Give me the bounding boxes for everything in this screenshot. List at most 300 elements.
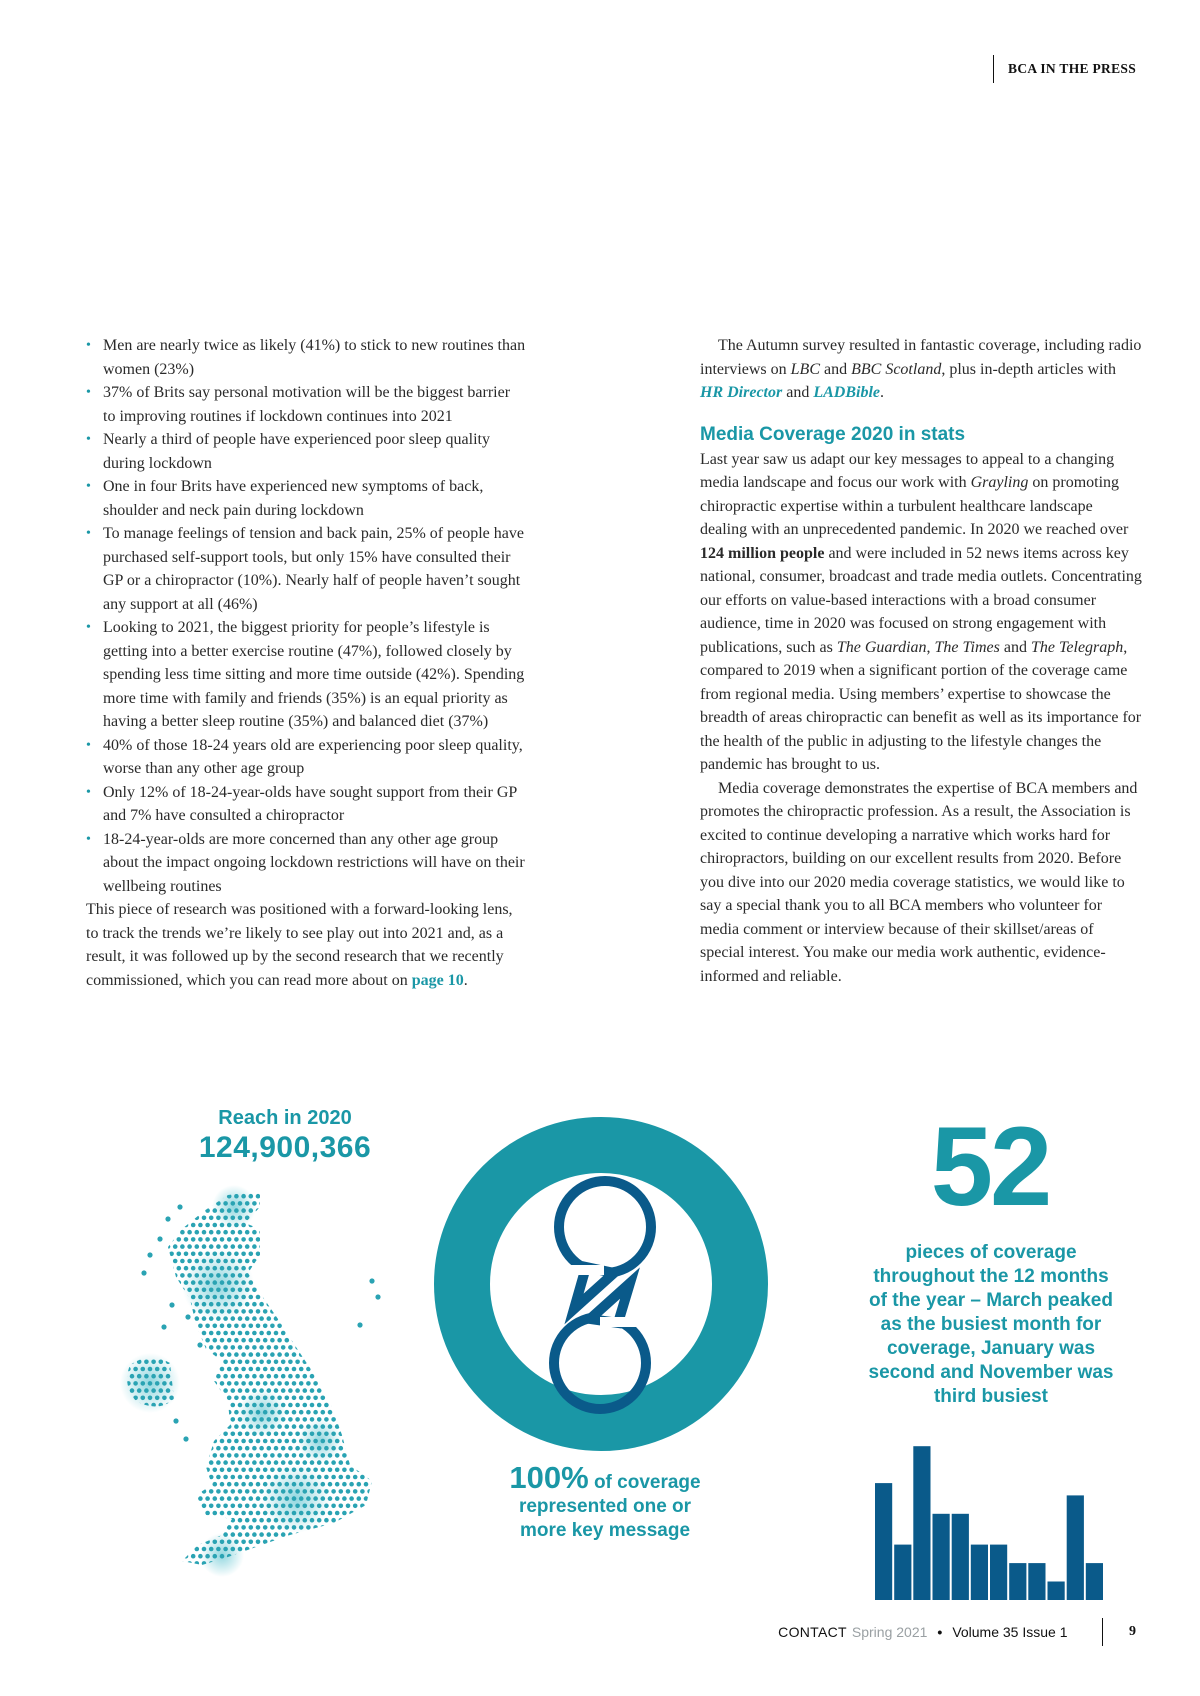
map-dot (141, 1338, 146, 1343)
map-dot (411, 1446, 416, 1451)
map-dot (267, 1446, 272, 1451)
map-dot (299, 1194, 304, 1199)
map-dot (169, 1208, 174, 1213)
map-dot (331, 1388, 336, 1393)
map-dot (259, 1345, 264, 1350)
map-dot (263, 1194, 268, 1199)
map-dot (205, 1396, 210, 1401)
map-dot (385, 1194, 390, 1199)
map-dot (249, 1280, 254, 1285)
map-dot (198, 1496, 203, 1501)
map-dot (310, 1360, 315, 1365)
map-dot (191, 1208, 196, 1213)
map-dot (234, 1280, 239, 1285)
map-dot (274, 1460, 279, 1465)
map-dot (241, 1468, 246, 1473)
map-dot (213, 1583, 218, 1588)
map-dot (281, 1187, 286, 1192)
map-dot (216, 1518, 221, 1523)
map-dot (400, 1496, 405, 1501)
map-dot (180, 1561, 185, 1566)
map-dot (162, 1208, 167, 1213)
map-dot (245, 1460, 250, 1465)
map-dot (313, 1237, 318, 1242)
map-dot (400, 1583, 405, 1588)
map-dot (259, 1216, 264, 1221)
map-dot (267, 1259, 272, 1264)
map-dot (126, 1352, 131, 1357)
map-dot (281, 1489, 286, 1494)
map-dot (346, 1273, 351, 1278)
map-dot (259, 1201, 264, 1206)
map-dot (299, 1568, 304, 1573)
map-dot (313, 1252, 318, 1257)
map-dot (227, 1424, 232, 1429)
map-dot (375, 1561, 380, 1566)
map-dot (403, 1489, 408, 1494)
map-dot (198, 1468, 203, 1473)
map-dot (155, 1194, 160, 1199)
map-dot (220, 1482, 225, 1487)
map-dot (303, 1489, 308, 1494)
map-dot (115, 1561, 120, 1566)
map-dot (112, 1540, 117, 1545)
map-dot (137, 1475, 142, 1480)
page-10-link[interactable]: page 10 (411, 971, 464, 989)
map-dot (313, 1424, 318, 1429)
map-dot (267, 1345, 272, 1350)
map-dot (191, 1511, 196, 1516)
map-dot (263, 1568, 268, 1573)
map-dot (238, 1489, 243, 1494)
map-dot (339, 1288, 344, 1293)
map-dot (162, 1252, 167, 1257)
map-dot (310, 1345, 315, 1350)
map-dot (400, 1453, 405, 1458)
map-dot (396, 1259, 401, 1264)
speech-bubble-upper-icon (559, 1181, 651, 1273)
map-dot (148, 1194, 153, 1199)
map-dot (126, 1439, 131, 1444)
map-dot (123, 1316, 128, 1321)
map-dot (321, 1338, 326, 1343)
section-label: BCA IN THE PRESS (1008, 61, 1136, 76)
map-dot (285, 1439, 290, 1444)
map-dot (166, 1316, 171, 1321)
map-dot (191, 1439, 196, 1444)
map-dot (317, 1316, 322, 1321)
map-dot (184, 1252, 189, 1257)
map-dot (177, 1554, 182, 1559)
map-dot (393, 1453, 398, 1458)
map-dot (195, 1576, 200, 1581)
map-dot (324, 1345, 329, 1350)
map-dot (295, 1417, 300, 1422)
map-dot (306, 1540, 311, 1545)
map-dot (411, 1518, 416, 1523)
map-dot (231, 1388, 236, 1393)
map-dot (349, 1237, 354, 1242)
map-dot (375, 1216, 380, 1221)
map-dot (382, 1561, 387, 1566)
map-dot (216, 1331, 221, 1336)
map-dot (292, 1396, 297, 1401)
map-dot (277, 1583, 282, 1588)
map-dot (331, 1345, 336, 1350)
map-dot (331, 1475, 336, 1480)
map-dot (367, 1489, 372, 1494)
map-dot (151, 1561, 156, 1566)
map-dot (130, 1489, 135, 1494)
map-dot (378, 1424, 383, 1429)
map-dot (292, 1525, 297, 1530)
map-dot (202, 1518, 207, 1523)
map-dot (151, 1388, 156, 1393)
map-dot (306, 1280, 311, 1285)
map-dot (342, 1439, 347, 1444)
map-dot (155, 1496, 160, 1501)
map-dot (403, 1446, 408, 1451)
map-dot (133, 1424, 138, 1429)
map-dot (342, 1309, 347, 1314)
map-dot (123, 1547, 128, 1552)
ladbible-link[interactable]: LADBible (813, 384, 880, 401)
map-dot (310, 1489, 315, 1494)
map-dot (411, 1403, 416, 1408)
map-dot (299, 1252, 304, 1257)
map-dot (270, 1540, 275, 1545)
map-dot (209, 1374, 214, 1379)
map-dot (411, 1259, 416, 1264)
map-dot (331, 1432, 336, 1437)
map-dot (270, 1367, 275, 1372)
map-dot (288, 1388, 293, 1393)
map-dot (378, 1468, 383, 1473)
map-dot (177, 1309, 182, 1314)
map-dot (306, 1324, 311, 1329)
map-dot (155, 1482, 160, 1487)
map-dot (335, 1511, 340, 1516)
map-dot (403, 1288, 408, 1293)
map-dot (285, 1324, 290, 1329)
map-dot (346, 1532, 351, 1537)
map-dot (249, 1424, 254, 1429)
map-dot (277, 1237, 282, 1242)
map-dot (187, 1345, 192, 1350)
map-dot (281, 1417, 286, 1422)
map-dot (339, 1475, 344, 1480)
map-dot (249, 1439, 254, 1444)
map-dot (112, 1381, 117, 1386)
map-dot (141, 1583, 146, 1588)
map-dot (202, 1360, 207, 1365)
map-dot (126, 1223, 131, 1228)
map-dot (342, 1280, 347, 1285)
map-dot (324, 1475, 329, 1480)
map-dot (123, 1302, 128, 1307)
map-dot (378, 1482, 383, 1487)
map-dot (285, 1352, 290, 1357)
map-dot (313, 1568, 318, 1573)
map-dot (238, 1201, 243, 1206)
map-dot (411, 1273, 416, 1278)
map-dot (346, 1187, 351, 1192)
map-dot (342, 1237, 347, 1242)
map-dot (396, 1576, 401, 1581)
map-dot (241, 1252, 246, 1257)
map-dot (385, 1266, 390, 1271)
map-dot (249, 1540, 254, 1545)
map-dot (292, 1338, 297, 1343)
map-dot (245, 1374, 250, 1379)
map-dot (115, 1374, 120, 1379)
map-dot (353, 1374, 358, 1379)
map-dot (317, 1201, 322, 1206)
map-dot (321, 1223, 326, 1228)
map-dot (213, 1252, 218, 1257)
map-dot (173, 1331, 178, 1336)
map-dot (360, 1374, 365, 1379)
map-dot (346, 1432, 351, 1437)
map-dot (223, 1446, 228, 1451)
map-dot (317, 1345, 322, 1350)
map-dot (375, 1244, 380, 1249)
map-dot (324, 1244, 329, 1249)
map-dot (249, 1496, 254, 1501)
map-dot (177, 1266, 182, 1271)
map-dot (382, 1259, 387, 1264)
map-dot (364, 1482, 369, 1487)
map-dot (346, 1388, 351, 1393)
map-dot (144, 1518, 149, 1523)
map-dot (126, 1194, 131, 1199)
map-dot (367, 1259, 372, 1264)
map-dot (382, 1244, 387, 1249)
map-dot (378, 1439, 383, 1444)
map-dot (349, 1309, 354, 1314)
map-dot (317, 1216, 322, 1221)
map-dot (223, 1432, 228, 1437)
map-dot (252, 1446, 257, 1451)
map-dot (249, 1381, 254, 1386)
map-dot (339, 1230, 344, 1235)
map-dot (357, 1424, 362, 1429)
map-dot (288, 1316, 293, 1321)
map-dot (324, 1532, 329, 1537)
map-dot (303, 1504, 308, 1509)
map-dot (407, 1266, 412, 1271)
map-dot (328, 1252, 333, 1257)
map-dot (238, 1273, 243, 1278)
map-dot (148, 1266, 153, 1271)
map-dot (130, 1316, 135, 1321)
map-dot (223, 1360, 228, 1365)
map-dot (360, 1532, 365, 1537)
map-dot (331, 1360, 336, 1365)
map-dot (411, 1316, 416, 1321)
map-dot (306, 1424, 311, 1429)
map-dot (288, 1532, 293, 1537)
map-dot (346, 1201, 351, 1206)
map-dot (335, 1338, 340, 1343)
map-dot (400, 1540, 405, 1545)
map-dot (213, 1237, 218, 1242)
map-dot (285, 1223, 290, 1228)
map-dot (141, 1482, 146, 1487)
map-dot (313, 1396, 318, 1401)
map-dot (173, 1244, 178, 1249)
map-dot (267, 1576, 272, 1581)
map-dot (184, 1453, 189, 1458)
map-dot (112, 1352, 117, 1357)
map-dot (285, 1453, 290, 1458)
map-dot (335, 1252, 340, 1257)
map-dot (187, 1475, 192, 1480)
map-dot (252, 1345, 257, 1350)
map-dot (317, 1244, 322, 1249)
map-dot (274, 1388, 279, 1393)
map-dot (115, 1216, 120, 1221)
map-dot (277, 1309, 282, 1314)
map-dot (252, 1403, 257, 1408)
map-dot (317, 1532, 322, 1537)
map-dot (407, 1511, 412, 1516)
media-coverage-paragraph: Media coverage demonstrates the expertise of BCA members and promotes the chiropractic profession. As a result, the Association is excited to continue developing a narrative which works hard for chiropractors, building on our excellent results from 2020. Before you dive into our 2020 media coverage statistics, we would like to say a special thank you to all BCA members who volunteer for media comment or interview because of their skillset/areas of special interest. You make our media work authentic, evidence-informed and reliable. (700, 779, 1138, 985)
map-dot (295, 1374, 300, 1379)
map-dot (115, 1417, 120, 1422)
map-dot (270, 1496, 275, 1501)
map-dot (310, 1532, 315, 1537)
page-number: 9 (1129, 1624, 1136, 1639)
map-dot (177, 1338, 182, 1343)
map-dot (328, 1295, 333, 1300)
map-dot (295, 1446, 300, 1451)
map-dot (331, 1547, 336, 1552)
map-dot (367, 1460, 372, 1465)
map-dot (306, 1396, 311, 1401)
map-dot (331, 1403, 336, 1408)
map-dot (360, 1216, 365, 1221)
map-dot (213, 1338, 218, 1343)
map-dot (328, 1554, 333, 1559)
map-dot (141, 1324, 146, 1329)
map-dot (119, 1237, 124, 1242)
map-dot (126, 1237, 131, 1242)
map-dot (227, 1266, 232, 1271)
map-dot (252, 1201, 257, 1206)
map-dot (274, 1288, 279, 1293)
map-dot (274, 1345, 279, 1350)
map-dot (371, 1439, 376, 1444)
map-dot (364, 1511, 369, 1516)
map-dot (115, 1403, 120, 1408)
map-dot (227, 1381, 232, 1386)
map-dot (393, 1511, 398, 1516)
map-dot (151, 1316, 156, 1321)
map-dot (245, 1475, 250, 1480)
map-dot (184, 1338, 189, 1343)
map-dot (195, 1532, 200, 1537)
island-dot (197, 1342, 202, 1347)
map-dot (155, 1439, 160, 1444)
map-dot (306, 1568, 311, 1573)
map-dot (256, 1295, 261, 1300)
map-dot (407, 1194, 412, 1199)
map-dot (306, 1468, 311, 1473)
map-dot (166, 1273, 171, 1278)
map-dot (205, 1309, 210, 1314)
map-dot (270, 1280, 275, 1285)
island-dot (177, 1204, 182, 1209)
map-dot (375, 1489, 380, 1494)
map-dot (151, 1360, 156, 1365)
map-dot (324, 1388, 329, 1393)
map-dot (285, 1410, 290, 1415)
map-dot (299, 1554, 304, 1559)
map-dot (169, 1583, 174, 1588)
map-dot (187, 1216, 192, 1221)
map-dot (115, 1230, 120, 1235)
map-dot (184, 1237, 189, 1242)
map-dot (184, 1525, 189, 1530)
map-dot (205, 1525, 210, 1530)
map-dot (263, 1324, 268, 1329)
map-dot (303, 1518, 308, 1523)
map-dot (123, 1532, 128, 1537)
map-dot (256, 1482, 261, 1487)
map-dot (144, 1446, 149, 1451)
map-dot (263, 1583, 268, 1588)
map-dot (277, 1266, 282, 1271)
map-dot (180, 1432, 185, 1437)
map-dot (137, 1576, 142, 1581)
map-dot (306, 1309, 311, 1314)
map-dot (295, 1518, 300, 1523)
map-dot (169, 1554, 174, 1559)
map-dot (403, 1417, 408, 1422)
map-dot (162, 1280, 167, 1285)
map-dot (382, 1532, 387, 1537)
map-dot (353, 1432, 358, 1437)
map-dot (115, 1331, 120, 1336)
map-dot (299, 1338, 304, 1343)
map-dot (288, 1460, 293, 1465)
left-column (86, 334, 526, 992)
map-dot (324, 1446, 329, 1451)
map-dot (112, 1525, 117, 1530)
map-dot (310, 1244, 315, 1249)
map-dot (209, 1259, 214, 1264)
hr-director-link[interactable]: HR Director (700, 384, 783, 401)
map-dot (119, 1525, 124, 1530)
map-dot (245, 1547, 250, 1552)
map-dot (259, 1432, 264, 1437)
guardian-name: The Guardian (836, 638, 927, 656)
map-dot (119, 1208, 124, 1213)
map-dot (364, 1424, 369, 1429)
map-dot (357, 1381, 362, 1386)
map-dot (137, 1518, 142, 1523)
map-dot (400, 1568, 405, 1573)
map-dot (187, 1518, 192, 1523)
map-dot (367, 1504, 372, 1509)
map-dot (231, 1230, 236, 1235)
map-dot (357, 1252, 362, 1257)
map-dot (342, 1554, 347, 1559)
map-dot (198, 1554, 203, 1559)
map-dot (382, 1201, 387, 1206)
map-dot (371, 1511, 376, 1516)
